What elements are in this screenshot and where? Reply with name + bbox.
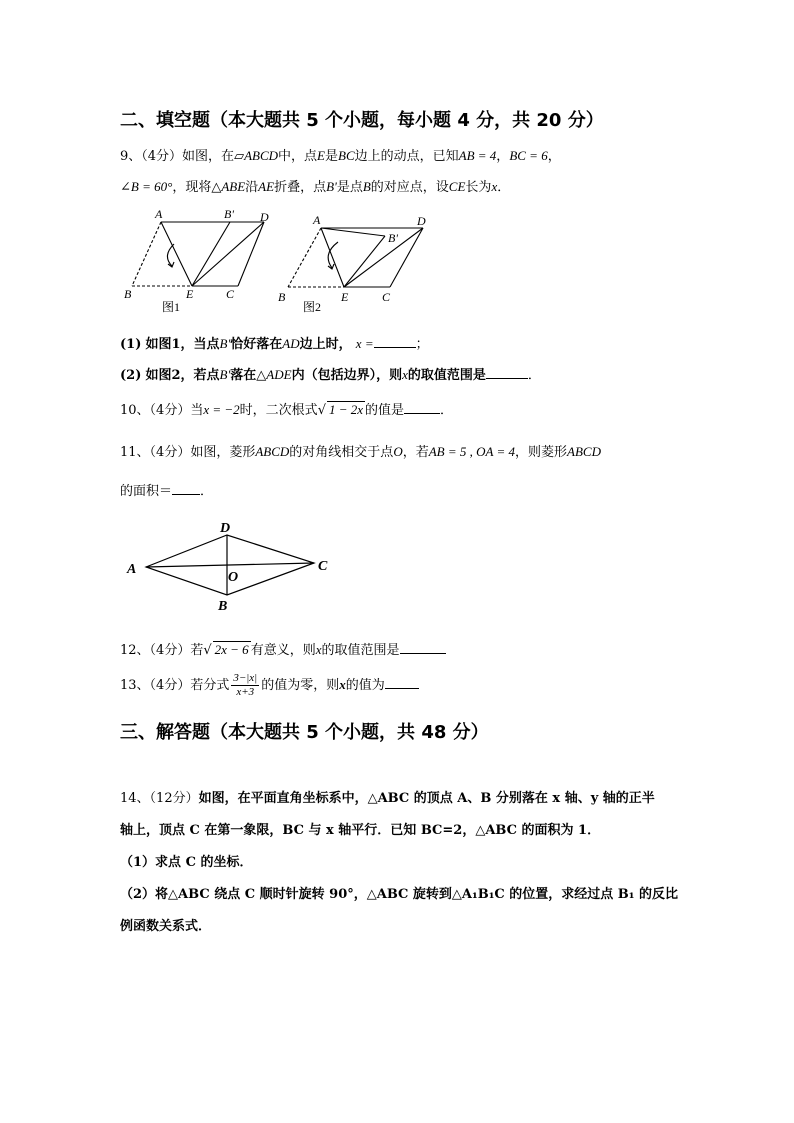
math-ae: AE bbox=[258, 179, 275, 194]
q13-text: 若分式 bbox=[190, 678, 230, 693]
q10-text: ． bbox=[440, 403, 454, 418]
math-x-equals: x = bbox=[355, 336, 374, 351]
q11-text: ，则菱形 bbox=[515, 445, 568, 460]
math-given-values: AB = 5 , OA = 4 bbox=[428, 444, 515, 459]
q9-sub2-text: ． bbox=[527, 368, 541, 383]
fig1-caption: 图1 bbox=[162, 300, 181, 314]
section-2-title: 二、填空题（本大题共 5 个小题，每小题 4 分，共 20 分） bbox=[120, 110, 604, 131]
math-o: O bbox=[393, 444, 403, 459]
q12-text: 若 bbox=[190, 643, 204, 658]
answer-blank[interactable] bbox=[385, 676, 419, 689]
radical-sign: √ bbox=[317, 403, 326, 418]
q9-sub1-text: 恰好落在 bbox=[230, 337, 283, 352]
math-bc: BC bbox=[338, 148, 355, 163]
fig1-label-c: C bbox=[226, 287, 235, 301]
q9-text: 沿 bbox=[245, 180, 259, 195]
q9-sub2-text: 的取值范围是 bbox=[407, 368, 486, 383]
fig2-caption: 图2 bbox=[303, 300, 322, 314]
math-triangle-abe: △ABE bbox=[211, 179, 246, 194]
q12-number: 12、（4分） bbox=[120, 643, 191, 658]
q14-number: 14、（12分） bbox=[120, 791, 199, 806]
fraction-numerator: 3−|x| bbox=[233, 672, 258, 684]
q9-sub1-text: 边上时， bbox=[299, 337, 352, 352]
fig3-label-b: B bbox=[218, 599, 228, 614]
q9-text: ， bbox=[547, 149, 561, 164]
q10-text: 当 bbox=[190, 403, 204, 418]
fig2-label-c: C bbox=[382, 290, 391, 304]
q13 bbox=[120, 672, 419, 699]
fig1-label-e: E bbox=[186, 287, 194, 301]
math-abcd: ABCD bbox=[244, 148, 279, 163]
fig3-label-d: D bbox=[220, 521, 231, 536]
q13-text: 的值为 bbox=[345, 678, 385, 693]
q9-sub2-text: 落在 bbox=[230, 368, 257, 383]
q9-text: 中，点 bbox=[278, 149, 318, 164]
fraction bbox=[231, 672, 259, 699]
fig2-label-b: B bbox=[278, 290, 286, 304]
q13-number: 13、（4分） bbox=[120, 678, 191, 693]
fraction-denominator: x+3 bbox=[236, 686, 255, 698]
fig2-label-e: E bbox=[341, 290, 349, 304]
math-x-value: x = −2 bbox=[203, 402, 240, 417]
fig1-label-b: B bbox=[124, 287, 132, 301]
q12-text: 的取值范围是 bbox=[321, 643, 400, 658]
fig1-label-b-prime: B' bbox=[224, 207, 234, 221]
q9-line1 bbox=[120, 145, 561, 164]
answer-blank[interactable] bbox=[172, 482, 200, 495]
sub-number: (2) bbox=[120, 368, 142, 383]
q11-text: ，若 bbox=[402, 445, 429, 460]
q9-text: 是点 bbox=[336, 180, 363, 195]
figure-1 bbox=[118, 206, 278, 316]
fig2-label-b-prime: B' bbox=[388, 231, 398, 245]
q10-number: 10、（4分） bbox=[120, 403, 191, 418]
radicand: 1 − 2x bbox=[328, 402, 364, 417]
q11-text: 的面积＝ bbox=[120, 484, 173, 499]
math-ce: CE bbox=[448, 179, 466, 194]
math-x: x bbox=[402, 367, 408, 382]
radical-sign: √ bbox=[203, 643, 212, 658]
math-triangle-ade: △ADE bbox=[256, 367, 292, 382]
answer-blank[interactable] bbox=[486, 366, 528, 379]
q14-sub2-line2: 例函数关系式． bbox=[120, 919, 212, 934]
q9-text: 折叠，点 bbox=[274, 180, 327, 195]
q9-number: 9、（4分） bbox=[120, 149, 183, 164]
math-abcd: ABCD bbox=[255, 444, 290, 459]
section-3-title: 三、解答题（本大题共 5 个小题，共 48 分） bbox=[120, 722, 489, 743]
q9-text: 的对应点，设 bbox=[370, 180, 449, 195]
q14-sub2: （2）将△ABC 绕点 C 顺时针旋转 90°，△ABC 旋转到△A₁B₁C 的位置，求经过点 B₁ 的反比 bbox=[120, 887, 678, 902]
math-ab-value: AB = 4 bbox=[458, 148, 497, 163]
q9-sub2-text: 如图2，若点 bbox=[145, 368, 220, 383]
q9-text: 边上的动点，已知 bbox=[354, 149, 459, 164]
q14-sub1: （1）求点 C 的坐标． bbox=[120, 855, 253, 870]
fig1-label-d: D bbox=[260, 210, 269, 224]
q9-sub1 bbox=[120, 333, 429, 352]
fig1-label-a: A bbox=[155, 207, 163, 221]
q14-text: 如图，在平面直角坐标系中，△ABC 的顶点 A、B 分别落在 x 轴、y 轴的正半 bbox=[198, 791, 655, 806]
math-b-prime: B' bbox=[219, 367, 231, 382]
radicand: 2x − 6 bbox=[214, 642, 249, 657]
q9-text: 长为 bbox=[465, 180, 492, 195]
math-x: x bbox=[339, 677, 346, 692]
fig2-label-d: D bbox=[417, 214, 426, 228]
fig3-label-c: C bbox=[318, 559, 328, 574]
q14-line1 bbox=[120, 787, 655, 806]
q11-number: 11、（4分） bbox=[120, 445, 191, 460]
math-ad: AD bbox=[282, 336, 300, 351]
fig2-label-a: A bbox=[313, 213, 321, 227]
q9-text: 是 bbox=[324, 149, 338, 164]
math-x: x bbox=[315, 642, 322, 657]
math-angle-b: ∠B = 60° bbox=[120, 179, 173, 194]
q9-text: ， bbox=[496, 149, 510, 164]
q9-sub1-text: ； bbox=[415, 337, 429, 352]
math-b-prime: B' bbox=[326, 179, 337, 194]
figure-rhombus bbox=[122, 515, 342, 615]
figure-2 bbox=[272, 212, 432, 316]
math-x: x bbox=[491, 179, 498, 194]
q11-line1 bbox=[120, 441, 601, 460]
q9-sub2-text: 内（包括边界），则 bbox=[291, 368, 403, 383]
q11-line2 bbox=[120, 480, 213, 499]
fig3-label-o: O bbox=[228, 570, 239, 585]
q9-sub1-text: 如图1，当点 bbox=[145, 337, 220, 352]
q10 bbox=[120, 399, 453, 418]
q9-text: ，现将 bbox=[172, 180, 212, 195]
answer-blank[interactable] bbox=[400, 641, 446, 654]
q11-text: 的对角线相交于点 bbox=[289, 445, 394, 460]
q12 bbox=[120, 639, 446, 658]
answer-blank[interactable] bbox=[404, 401, 440, 414]
q9-text: ． bbox=[497, 180, 511, 195]
sub-number: (1) bbox=[120, 337, 142, 352]
math-b-prime: B' bbox=[219, 336, 231, 351]
q14-line2: 轴上，顶点 C 在第一象限，BC 与 x 轴平行．已知 BC=2，△ABC 的面积为 1． bbox=[120, 823, 601, 838]
q13-text: 的值为零，则 bbox=[261, 678, 340, 693]
q9-text: 如图，在 bbox=[182, 149, 235, 164]
math-bc-value: BC = 6 bbox=[509, 148, 548, 163]
q11-text: ． bbox=[200, 484, 214, 499]
q9-line2 bbox=[120, 176, 510, 195]
q12-text: 有意义，则 bbox=[250, 643, 316, 658]
answer-blank[interactable] bbox=[374, 335, 416, 348]
q11-text: 如图，菱形 bbox=[190, 445, 256, 460]
q10-text: 时，二次根式 bbox=[239, 403, 318, 418]
q9-sub2 bbox=[120, 364, 541, 383]
fig3-label-a: A bbox=[127, 562, 137, 577]
math-b: B bbox=[362, 179, 371, 194]
parallelogram-symbol: ▱ bbox=[234, 149, 245, 164]
math-e: E bbox=[317, 148, 325, 163]
q10-text: 的值是 bbox=[365, 403, 405, 418]
math-abcd: ABCD bbox=[567, 444, 601, 459]
